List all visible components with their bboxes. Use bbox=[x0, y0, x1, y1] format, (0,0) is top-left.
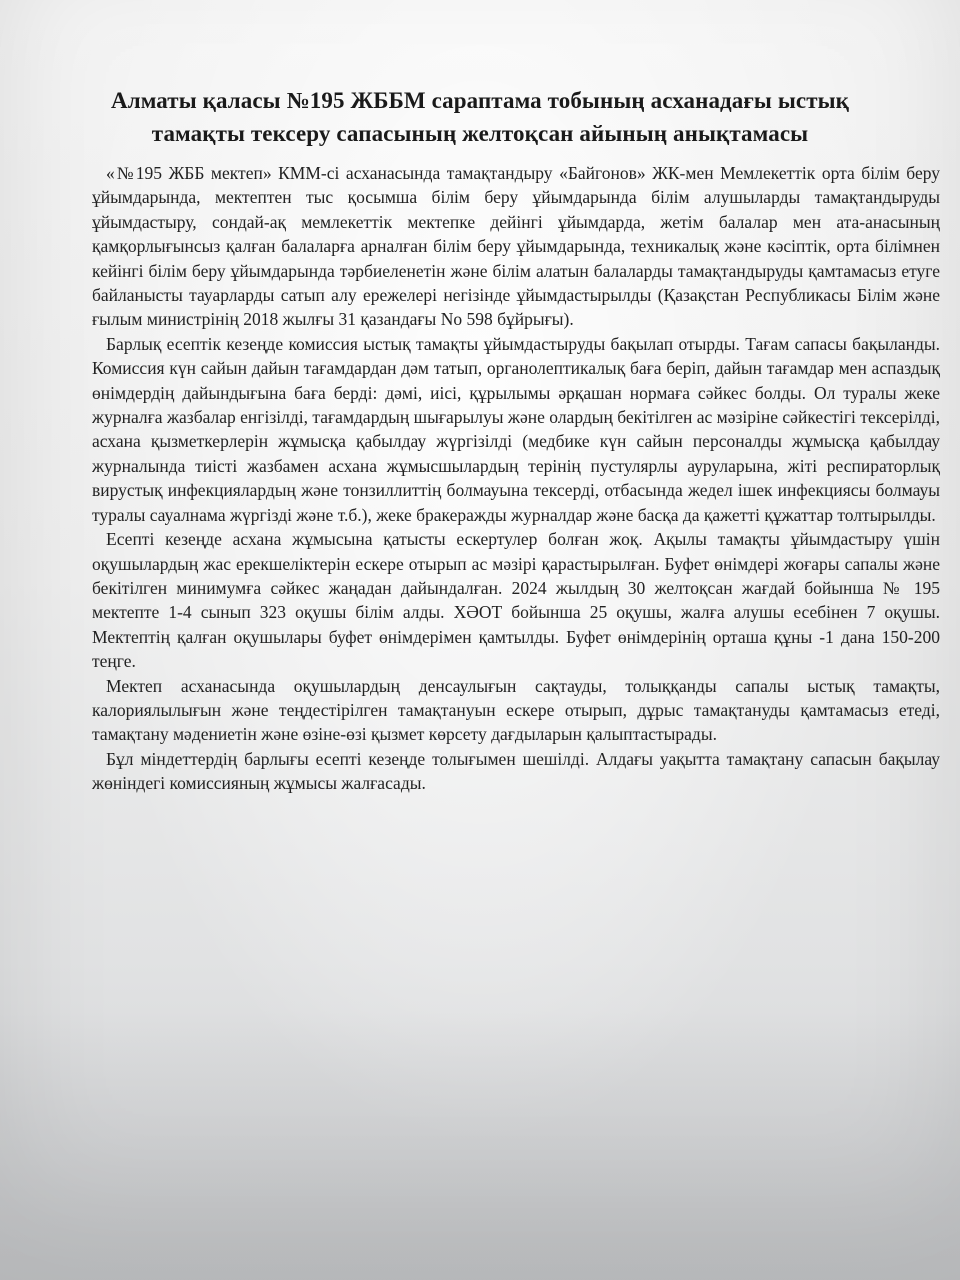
document-title-line-1: Алматы қаласы №195 ЖББМ сараптама тобының асханадағы ыстық bbox=[110, 88, 850, 113]
paragraph-1: «№195 ЖББ мектеп» КММ-сі асханасында тамақтандыру «Байгонов» ЖК-мен Мемлекеттік орта білім беру ұйымдарында, мектептен тыс қосымша білім беру ұйымдарында білім алушыларды тамақтандыруды ұйымдастыру, сондай-ақ мемлекеттік мектепке дейінгі ұйымдарда, жетім балалар мен ата-анасының қамқорлығынсыз қалған балаларға арналған білім беру ұйымдарында, техникалық және кәсіптік, орта білімнен кейінгі білім беру ұйымдарында тәрбиеленетін және білім алатын балаларды тамақтандыруды қамтамасыз етуге байланысты тауарларды сатып алу ережелері негізінде ұйымдастырылды (Қазақстан Республикасы Білім және ғылым министрінің 2018 жылғы 31 қазандағы No 598 бұйрығы). bbox=[92, 163, 940, 330]
document-title-line-2: тамақты тексеру сапасының желтоқсан айының анықтамасы bbox=[151, 121, 809, 146]
paragraph-5: Бұл міндеттердің барлығы есепті кезеңде толығымен шешілді. Алдағы уақытта тамақтану сапасын бақылау жөніндегі комиссияның жұмысы жалғасады. bbox=[92, 748, 940, 794]
paragraph-3: Есепті кезеңде асхана жұмысына қатысты ескертулер болған жоқ. Ақылы тамақты ұйымдастыру үшін оқушылардың жас ерекшеліктерін ескере отырып ас мәзірі қарастырылған. Буфет өнімдері жоғары сапалы және бекітілген минимумға сәйкес жаңадан дайындалған. 2024 жылдың 30 желтоқсан жағдай бойынша № 195 мектепте 1-4 сынып 323 оқушы білім алды. ХӘОТ бойынша 25 оқушы, жалға алушы есебінен 7 оқушы. Мектептің қалған оқушылары буфет өнімдерімен қамтылды. Буфет өнімдерінің орташа құны -1 дана 150-200 теңге. bbox=[92, 529, 940, 672]
paper-shadow bbox=[0, 1010, 960, 1280]
document-body bbox=[92, 161, 940, 796]
paragraph-2: Барлық есептік кезеңде комиссия ыстық тамақты ұйымдастыруды бақылап отырды. Тағам сапасы бақыланды. Комиссия күн сайын дайын тағамдардан дәм татып, органолептикалық баға беріп, дайын тағамдар мен аспаздық өнімдердің дайындығына баға берді: дәмі, иісі, құрылымы әрқашан нормаға сәйкес болды. Ол туралы жеке журналға жазбалар енгізілді, тағамдардың шығарылуы және олардың бекітілген ас мәзіріне сәйкестігі тексерілді, асхана қызметкерлерін жұмысқа қабылдау жүргізілді (медбике күн сайын персоналды жұмысқа қабылдау журналында тиісті жазбамен асхана жұмысшылардың терінің пустулярлы ауруларына, жіті респираторлық вирустық инфекциялардың және тонзиллиттің болмауына тексерді, отбасында жедел ішек инфекциясы болмауы туралы сауалнама жүргізді және т.б.), жеке бракеражды журналдар және басқа да қажетті құжаттар толтырылды. bbox=[92, 333, 940, 525]
document-title bbox=[70, 84, 890, 150]
paragraph-4: Мектеп асханасында оқушылардың денсаулығын сақтауды, толыққанды сапалы ыстық тамақты, калориялылығын және теңдестірілген тамақтануын ескере отырып, дұрыс тамақтануды қамтамасыз етеді, тамақтану мәдениетін және өзіне-өзі қызмет көрсету дағдыларын қалыптастырады. bbox=[92, 675, 940, 745]
